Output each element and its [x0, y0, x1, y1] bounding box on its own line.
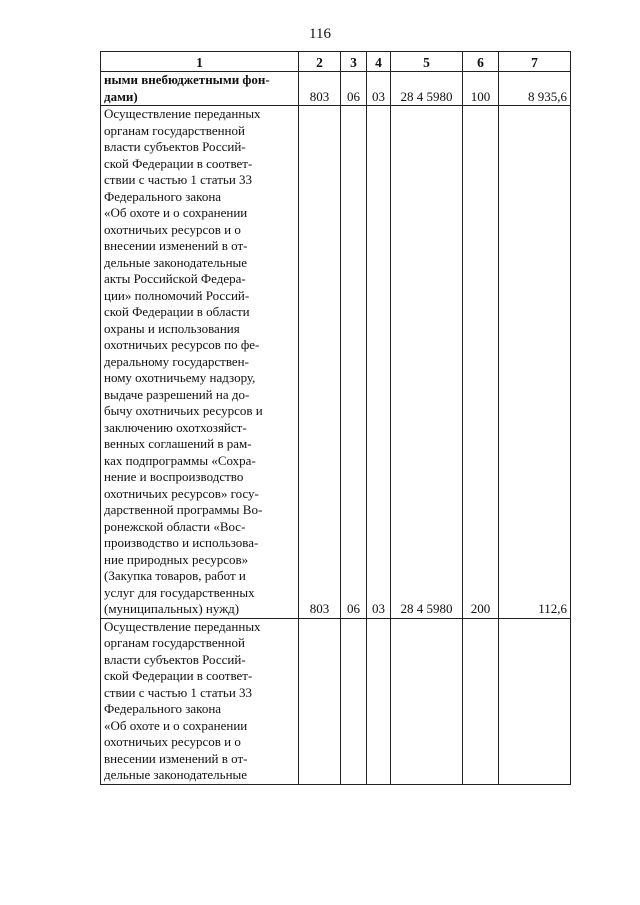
header-col-6: 6	[463, 52, 499, 72]
table-row	[101, 72, 571, 106]
header-col-4: 4	[367, 52, 391, 72]
row-section: 06	[341, 72, 367, 106]
page-number: 116	[309, 26, 331, 42]
table-row	[101, 618, 571, 784]
row-code	[299, 618, 341, 784]
row-target	[391, 618, 463, 784]
table-header-row	[101, 52, 571, 72]
row-target: 28 4 5980	[391, 106, 463, 619]
row-name: Осуществление переданных органам государственной власти субъектов Россий- ской Федерации в соответ- ствии с частью 1 статьи 33 Федерального закона «Об охоте и о сохранении охотничьих ресурсов и о внесении изменений в от- дельные законодательные	[101, 618, 299, 784]
row-subsection: 03	[367, 106, 391, 619]
row-code: 803	[299, 106, 341, 619]
row-target: 28 4 5980	[391, 72, 463, 106]
row-section: 06	[341, 106, 367, 619]
header-col-1: 1	[101, 52, 299, 72]
row-code: 803	[299, 72, 341, 106]
row-amount	[499, 618, 571, 784]
row-subsection: 03	[367, 72, 391, 106]
row-section	[341, 618, 367, 784]
row-name: ными внебюджетными фон- дами)	[101, 72, 299, 106]
row-name: Осуществление переданных органам государственной власти субъектов Россий- ской Федерации в соответ- ствии с частью 1 статьи 33 Федерального закона «Об охоте и о сохранении охотничьих ресурсов и о внесении изменений в от- дельные законодательные акты Российской Федера- ции» полномочий Россий- ской Федерации в области охраны и использования охотничьих ресурсов по фе- деральному государствен- ному охотничьему надзору, выдаче разрешений на до- бычу охотничьих ресурсов и заключению охотхозяйст- венных соглашений в рам- ках подпрограммы «Сохра- нение и воспроизводство охотничьих ресурсов» госу- дарственной программы Во- ронежской области «Вос- производство и использова- ние природных ресурсов» (Закупка товаров, работ и услуг для государственных (муниципальных) нужд)	[101, 106, 299, 619]
row-type: 200	[463, 106, 499, 619]
row-type: 100	[463, 72, 499, 106]
row-amount: 8 935,6	[499, 72, 571, 106]
header-col-7: 7	[499, 52, 571, 72]
row-subsection	[367, 618, 391, 784]
header-col-3: 3	[341, 52, 367, 72]
header-col-5: 5	[391, 52, 463, 72]
budget-table	[100, 51, 571, 785]
row-type	[463, 618, 499, 784]
row-amount: 112,6	[499, 106, 571, 619]
table-row	[101, 106, 571, 619]
header-col-2: 2	[299, 52, 341, 72]
